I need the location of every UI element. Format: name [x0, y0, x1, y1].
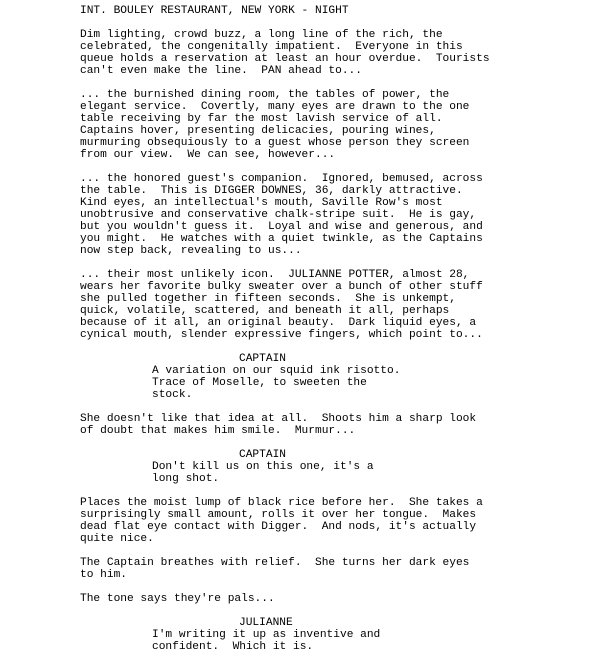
action-line: celebrated, the congenitally impatient. Everyone in this: [80, 41, 463, 53]
character-cue: CAPTAIN: [239, 353, 286, 365]
character-cue: CAPTAIN: [239, 449, 286, 461]
action-line: because of it all, an original beauty. Dark liquid eyes, a: [80, 317, 477, 329]
dialogue-line: long shot.: [152, 473, 220, 485]
action-line: Captains hover, presenting delicacies, pouring wines,: [80, 125, 436, 137]
character-cue: JULIANNE: [239, 617, 293, 629]
action-line: elegant service. Covertly, many eyes are drawn to the one: [80, 101, 470, 113]
dialogue-line: Don't kill us on this one, it's a: [152, 461, 374, 473]
action-line: cynical mouth, slender expressive fingers, which point to...: [80, 329, 483, 341]
action-line: She doesn't like that idea at all. Shoots him a sharp look: [80, 413, 477, 425]
action-line: unobtrusive and conservative chalk-stripe suit. He is gay,: [80, 209, 477, 221]
dialogue-line: A variation on our squid ink risotto.: [152, 365, 401, 377]
action-line: table receiving by far the most lavish service of all.: [80, 113, 443, 125]
action-line: surprisingly small amount, rolls it over her tongue. Makes: [80, 509, 477, 521]
action-line: of doubt that makes him smile. Murmur...: [80, 425, 356, 437]
action-line: queue holds a reservation at least an hour overdue. Tourists: [80, 53, 490, 65]
action-line: the table. This is DIGGER DOWNES, 36, darkly attractive.: [80, 185, 463, 197]
dialogue-line: Trace of Moselle, to sweeten the: [152, 377, 367, 389]
dialogue-line: confident. Which it is.: [152, 641, 314, 653]
action-line: from our view. We can see, however...: [80, 149, 336, 161]
action-line: quick, volatile, scattered, and beneath it all, perhaps: [80, 305, 450, 317]
action-line: The Captain breathes with relief. She turns her dark eyes: [80, 557, 470, 569]
action-line: Kind eyes, an intellectual's mouth, Saville Row's most: [80, 197, 443, 209]
action-line: you might. He watches with a quiet twinkle, as the Captains: [80, 233, 483, 245]
action-line: Places the moist lump of black rice before her. She takes a: [80, 497, 483, 509]
action-line: now step back, revealing to us...: [80, 245, 302, 257]
action-line: Dim lighting, crowd buzz, a long line of the rich, the: [80, 29, 443, 41]
dialogue-line: stock.: [152, 389, 193, 401]
action-line: ... their most unlikely icon. JULIANNE POTTER, almost 28,: [80, 269, 470, 281]
action-line: can't even make the line. PAN ahead to...: [80, 65, 362, 77]
action-line: dead flat eye contact with Digger. And nods, it's actually: [80, 521, 477, 533]
action-line: ... the honored guest's companion. Ignored, bemused, across: [80, 173, 483, 185]
scene-heading: INT. BOULEY RESTAURANT, NEW YORK - NIGHT: [80, 5, 349, 17]
action-line: quite nice.: [80, 533, 154, 545]
action-line: she pulled together in fifteen seconds. She is unkempt,: [80, 293, 456, 305]
dialogue-line: I'm writing it up as inventive and: [152, 629, 381, 641]
action-line: wears her favorite bulky sweater over a bunch of other stuff: [80, 281, 483, 293]
action-line: murmuring obsequiously to a guest whose person they screen: [80, 137, 470, 149]
action-line: but you wouldn't guess it. Loyal and wise and generous, and: [80, 221, 483, 233]
action-line: to him.: [80, 569, 127, 581]
action-line: ... the burnished dining room, the tables of power, the: [80, 89, 450, 101]
action-line: The tone says they're pals...: [80, 593, 275, 605]
